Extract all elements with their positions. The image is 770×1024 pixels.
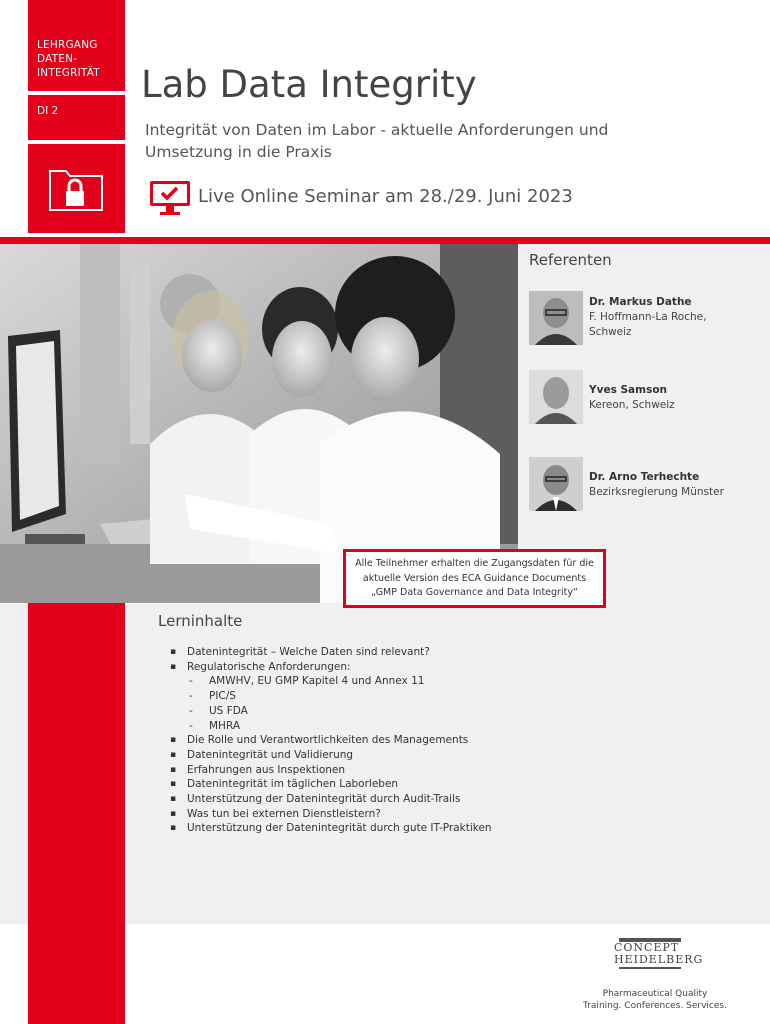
topic-list xyxy=(170,645,492,836)
company-logo: CONCEPT HEIDELBERG xyxy=(610,938,690,969)
speaker-affiliation: Kereon, Schweiz xyxy=(589,399,675,411)
list-item: ▪ Datenintegrität im täglichen Laborleben xyxy=(170,777,492,792)
list-item: ▪ Unterstützung der Datenintegrität durch gute IT-Praktiken xyxy=(170,821,492,836)
series-label-block xyxy=(28,0,125,91)
speaker-photo xyxy=(529,457,583,511)
sub-list-item: - MHRA xyxy=(189,719,241,732)
course-code-block xyxy=(28,95,125,140)
background-panel xyxy=(0,603,28,924)
event-date: Live Online Seminar am 28./29. Juni 2023 xyxy=(198,186,573,207)
list-item: ▪ Was tun bei externen Dienstleistern? xyxy=(170,807,492,822)
folder-lock-icon xyxy=(28,144,125,233)
list-item: ▪ Erfahrungen aus Inspektionen xyxy=(170,763,492,778)
notice-box: Alle Teilnehmer erhalten die Zugangsdaten für die aktuelle Version des ECA Guidance Documents „GMP Data Governance and Data Integrity“ xyxy=(343,549,606,608)
background-panel xyxy=(518,603,770,924)
sub-list-item: - AMWHV, EU GMP Kapitel 4 und Annex 11 xyxy=(189,675,425,688)
list-item: ▪ Datenintegrität – Welche Daten sind relevant? xyxy=(170,645,492,660)
page-subtitle: Integrität von Daten im Labor - aktuelle Anforderungen und Umsetzung in die Praxis xyxy=(145,121,609,161)
red-side-strip xyxy=(28,603,125,1024)
list-item: ▪ Unterstützung der Datenintegrität durch Audit-Trails xyxy=(170,792,492,807)
content-heading: Lerninhalte xyxy=(158,612,243,630)
list-item: ▪ Datenintegrität und Validierung xyxy=(170,748,492,763)
list-item: ▪ Regulatorische Anforderungen: xyxy=(170,660,492,675)
series-label: LEHRGANG DATEN- INTEGRITÄT xyxy=(37,39,100,79)
speaker-name: Dr. Markus Dathe xyxy=(589,296,692,308)
lock-block xyxy=(28,144,125,233)
speaker-name: Dr. Arno Terhechte xyxy=(589,471,700,483)
course-code: DI 2 xyxy=(37,105,59,117)
page-title: Lab Data Integrity xyxy=(141,63,477,106)
speakers-heading: Referenten xyxy=(529,251,612,269)
list-item: ▪ Die Rolle und Verantwortlichkeiten des Managements xyxy=(170,733,492,748)
monitor-check-icon xyxy=(149,180,191,217)
speaker-photo xyxy=(529,291,583,345)
logo-tagline: Pharmaceutical Quality Training. Conferences. Services. xyxy=(583,989,727,1011)
speaker-affiliation: Bezirksregierung Münster xyxy=(589,486,724,498)
speaker-affiliation: F. Hoffmann-La Roche, Schweiz xyxy=(589,311,707,338)
speaker-photo xyxy=(529,370,583,424)
sub-list-item: - US FDA xyxy=(189,704,248,717)
speaker-name: Yves Samson xyxy=(589,384,668,396)
divider-band xyxy=(0,237,770,244)
sub-list-item: - PIC/S xyxy=(189,690,236,703)
